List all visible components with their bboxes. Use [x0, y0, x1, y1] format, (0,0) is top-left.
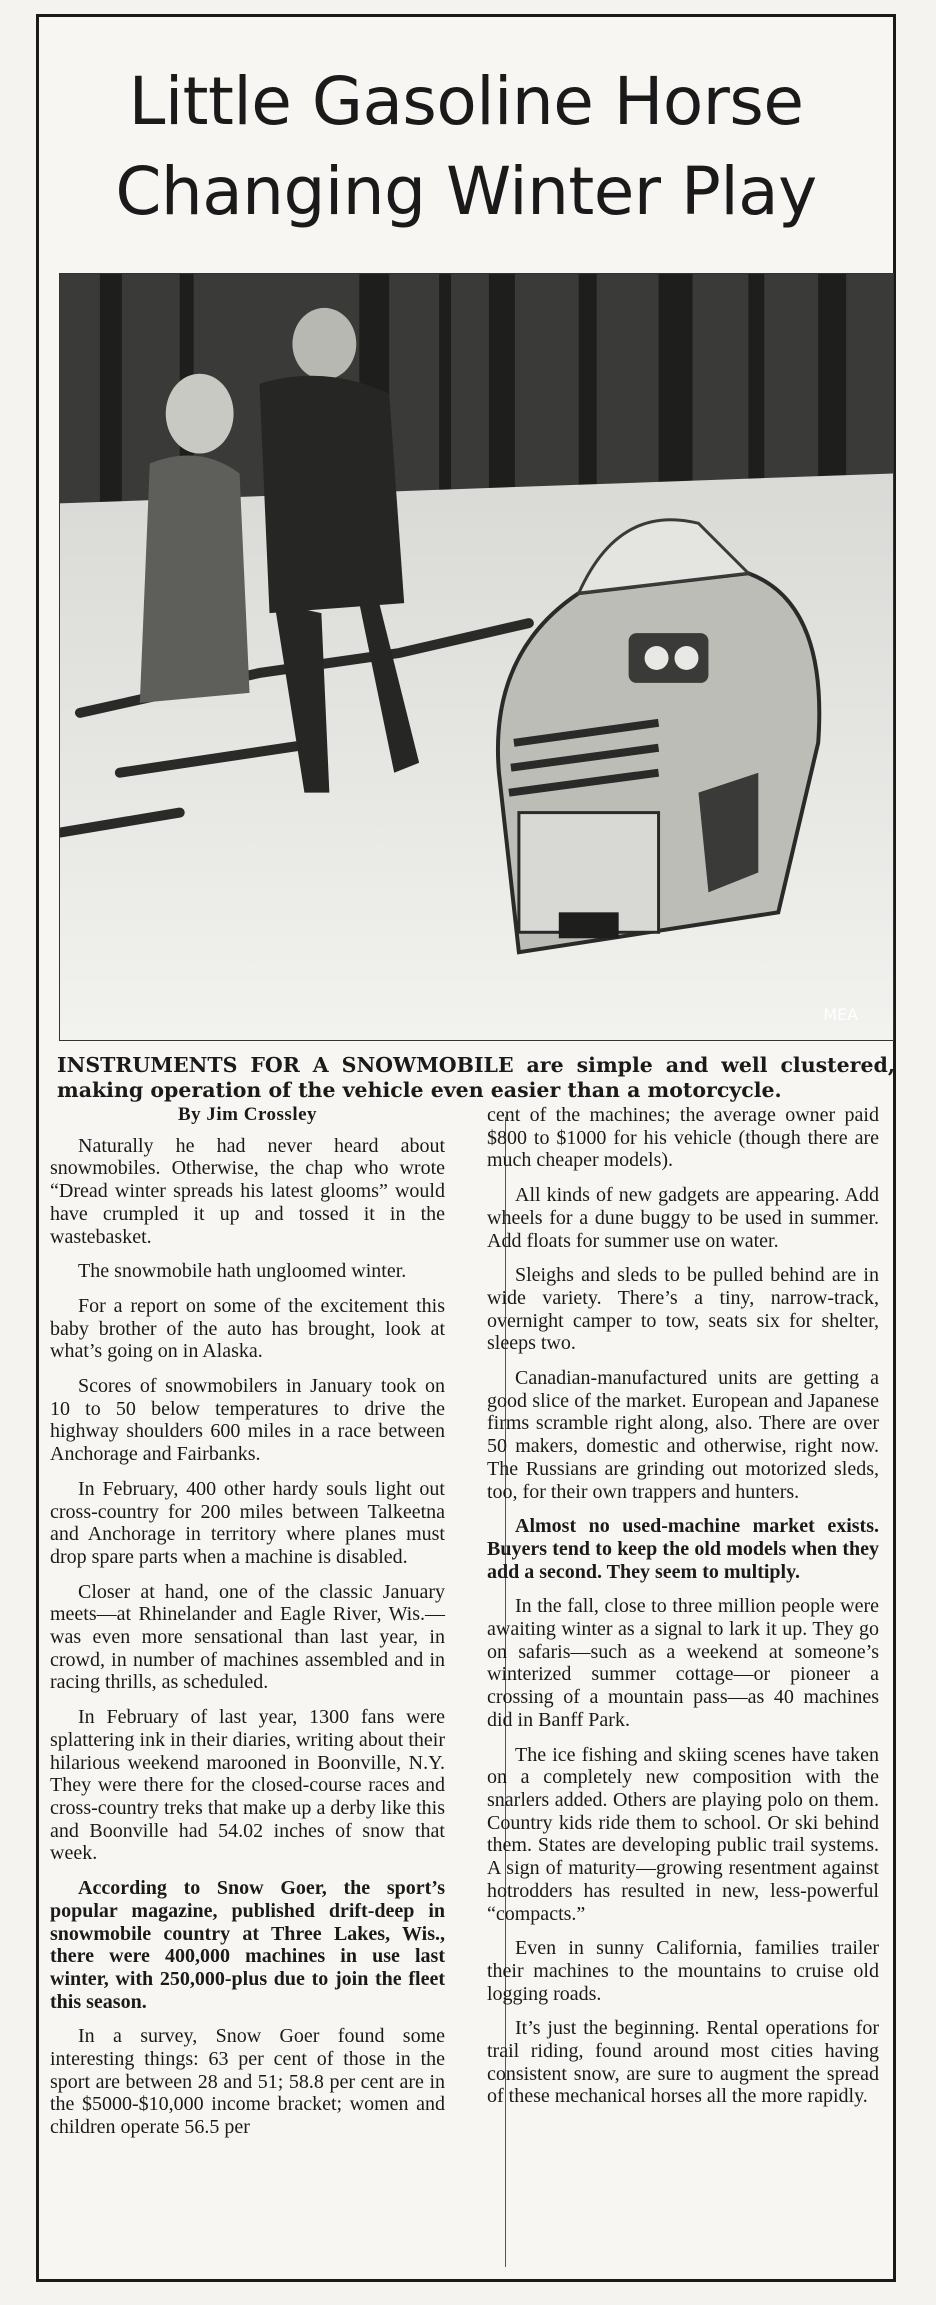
paragraph-continued: cent of the machines; the average owner paid $800 to $1000 for his vehicle (though there are much cheaper models). [487, 1104, 879, 1172]
paragraph: All kinds of new gadgets are appearing. Add wheels for a dune buggy to be used in summer. Add floats for summer use on water. [487, 1184, 879, 1252]
paragraph: It’s just the beginning. Rental operations for trail riding, found around most cities having consistent snow, are sure to augment the spread of these mechanical horses all the more rapidly. [487, 2017, 879, 2108]
paragraph: In February of last year, 1300 fans were splattering ink in their diaries, writing about their hilarious weekend marooned in Boonville, N.Y. They were there for the closed-course races and cross-country treks that make up a derby like this and Boonville had 54.02 inches of snow that week. [50, 1706, 445, 1865]
left-column [50, 1104, 445, 2151]
headline-line-2: Changing Winter Play [115, 153, 817, 230]
paragraph: In the fall, close to three million people were awaiting winter as a signal to lark it up. They go on safaris—such as a weekend at someone’s winterized summer cottage—or pioneer a crossing of a mountain pass—as 40 machines did in Banff Park. [487, 1595, 879, 1731]
paragraph: In February, 400 other hardy souls light out cross-country for 200 miles between Talkeetna and Anchorage in territory where planes must drop spare parts when a machine is disabled. [50, 1477, 445, 1568]
snowmobile-photo [59, 273, 894, 1041]
paragraph: For a report on some of the excitement this baby brother of the auto has brought, look at what’s going on in Alaska. [50, 1294, 445, 1363]
photo-illustration [60, 274, 893, 1040]
paragraph: In a survey, Snow Goer found some interesting things: 63 per cent of those in the sport are between 28 and 51; 58.8 per cent are in the $5000-$10,000 income bracket; women and children operate 56.5 per [50, 2025, 445, 2139]
paragraph: Almost no used-machine market exists. Buyers tend to keep the old models when they add a second. They seem to multiply. [487, 1515, 879, 1583]
headline [39, 57, 893, 237]
paragraph: Sleighs and sleds to be pulled behind are in wide variety. There’s a tiny, narrow-track, overnight camper to tow, seats six for shelter, sleeps two. [487, 1264, 879, 1355]
right-column [487, 1104, 879, 2120]
paragraph: Closer at hand, one of the classic January meets—at Rhinelander and Eagle River, Wis.—was even more sensational than last year, in crowd, in number of machines assembled and in racing thrills, as scheduled. [50, 1580, 445, 1694]
paragraph: The ice fishing and skiing scenes have taken on a completely new composition with the snarlers added. Others are playing polo on them. Country kids ride them to school. Or ski behind them. States are developing public trail systems. A sign of maturity—growing resentment against hotrodders has resulted in new, less-powerful “compacts.” [487, 1743, 879, 1925]
paragraph: Even in sunny California, families trailer their machines to the mountains to cruise old logging roads. [487, 1937, 879, 2005]
byline: By Jim Crossley [177, 1104, 318, 1125]
paragraph: Canadian-manufactured units are getting a good slice of the market. European and Japanese firms scramble right along, also. There are over 50 makers, domestic and otherwise, right now. The Russians are grinding out motorized sleds, too, for their own trappers and hunters. [487, 1367, 879, 1503]
paragraph: According to Snow Goer, the sport’s popular magazine, published drift-deep in snowmobile country at Three Lakes, Wis., there were 400,000 machines in use last winter, with 250,000-plus due to join the fleet this season. [50, 1877, 445, 2013]
photo-caption: INSTRUMENTS FOR A SNOWMOBILE are simple and well clustered, making operation of the vehicle even easier than a motorcycle. [57, 1053, 895, 1102]
photo-credit: MEA [823, 1005, 859, 1025]
headline-line-1: Little Gasoline Horse [128, 63, 804, 140]
paragraph: Naturally he had never heard about snowmobiles. Otherwise, the chap who wrote “Dread winter spreads his latest glooms” would have crumpled it up and tossed it in the wastebasket. [50, 1134, 445, 1248]
paragraph: The snowmobile hath ungloomed winter. [78, 1260, 407, 1283]
paragraph: Scores of snowmobilers in January took on 10 to 50 below temperatures to drive the highway shoulders 600 miles in a race between Anchorage and Fairbanks. [50, 1375, 445, 1466]
